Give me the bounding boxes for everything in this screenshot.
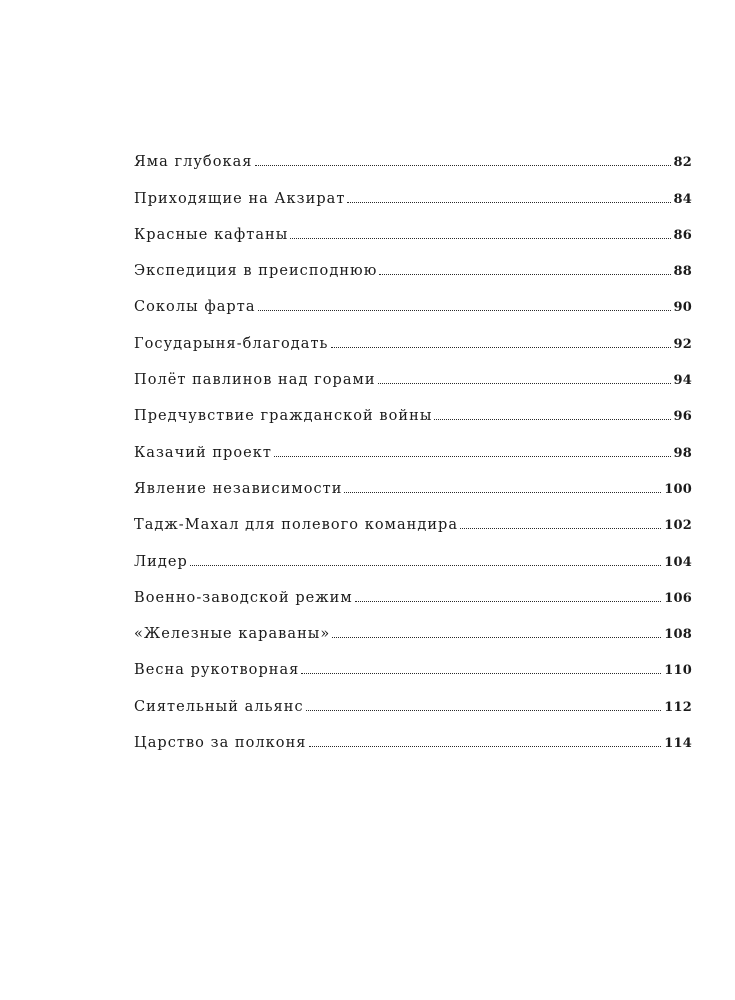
- toc-entry-page-number: 112: [664, 699, 692, 715]
- toc-entry: [134, 466, 692, 502]
- toc-entry-title: Весна рукотворная: [134, 662, 300, 679]
- toc-entry-page-number: 82: [673, 155, 692, 171]
- toc-entry-title: Государыня-благодать: [134, 335, 329, 352]
- toc-entry: [134, 320, 692, 356]
- toc-entry-title: Царство за полконя: [134, 735, 307, 752]
- dot-leader: [290, 238, 670, 239]
- dot-leader: [258, 310, 671, 311]
- dot-leader: [460, 528, 661, 529]
- toc-entry: [134, 611, 692, 647]
- dot-leader: [347, 202, 670, 203]
- toc-entry-title: Военно-заводской режим: [134, 589, 353, 606]
- toc-entry: [134, 720, 692, 756]
- toc-entry-page-number: 104: [664, 554, 692, 570]
- toc-entry-title: Лидер: [134, 553, 188, 570]
- toc-entry-page-number: 96: [673, 409, 692, 425]
- dot-leader: [434, 419, 670, 420]
- toc-entry-page-number: 98: [673, 445, 692, 461]
- dot-leader: [332, 637, 661, 638]
- dot-leader: [255, 165, 671, 166]
- toc-entry-page-number: 102: [664, 518, 692, 534]
- toc-entry: [134, 357, 692, 393]
- toc-entry-title: Приходящие на Акзират: [134, 190, 346, 207]
- toc-entry: [134, 502, 692, 538]
- toc-entry: [134, 429, 692, 465]
- toc-entry-page-number: 114: [664, 736, 692, 752]
- toc-entry: [134, 248, 692, 284]
- dot-leader: [274, 456, 671, 457]
- toc-entry-title: Казачий проект: [134, 444, 272, 461]
- toc-entry-page-number: 100: [664, 481, 692, 497]
- toc-entry: [134, 284, 692, 320]
- toc-entry: [134, 575, 692, 611]
- toc-entry-title: Соколы фарта: [134, 299, 256, 316]
- toc-entry: [134, 538, 692, 574]
- dot-leader: [306, 710, 662, 711]
- toc-entry-page-number: 106: [664, 590, 692, 606]
- toc-entry: [134, 683, 692, 719]
- dot-leader: [301, 673, 661, 674]
- dot-leader: [309, 746, 662, 747]
- toc-entry-page-number: 90: [673, 300, 692, 316]
- toc-entry-page-number: 86: [673, 227, 692, 243]
- toc-entry-page-number: 92: [673, 336, 692, 352]
- dot-leader: [331, 347, 671, 348]
- toc-entry-title: Сиятельный альянс: [134, 698, 304, 715]
- toc-entry-title: Тадж-Махал для полевого командира: [134, 517, 459, 534]
- table-of-contents: [134, 139, 692, 756]
- dot-leader: [379, 274, 670, 275]
- toc-entry-title: Полёт павлинов над горами: [134, 372, 376, 389]
- toc-entry: [134, 139, 692, 175]
- toc-entry: [134, 393, 692, 429]
- dot-leader: [344, 492, 661, 493]
- toc-entry-page-number: 88: [673, 264, 692, 280]
- toc-entry-page-number: 94: [673, 373, 692, 389]
- dot-leader: [378, 383, 671, 384]
- dot-leader: [355, 601, 662, 602]
- toc-entry-page-number: 84: [673, 191, 692, 207]
- toc-entry-page-number: 110: [664, 663, 692, 679]
- toc-entry-title: Явление независимости: [134, 480, 343, 497]
- toc-entry-title: Экспедиция в преисподнюю: [134, 263, 378, 280]
- toc-entry-page-number: 108: [664, 627, 692, 643]
- dot-leader: [190, 565, 661, 566]
- toc-entry: [134, 647, 692, 683]
- toc-entry: [134, 212, 692, 248]
- toc-entry-title: Яма глубокая: [134, 154, 253, 171]
- toc-entry: [134, 175, 692, 211]
- toc-entry-title: Предчувствие гражданской войны: [134, 408, 433, 425]
- toc-entry-title: «Железные караваны»: [134, 626, 331, 643]
- toc-entry-title: Красные кафтаны: [134, 226, 289, 243]
